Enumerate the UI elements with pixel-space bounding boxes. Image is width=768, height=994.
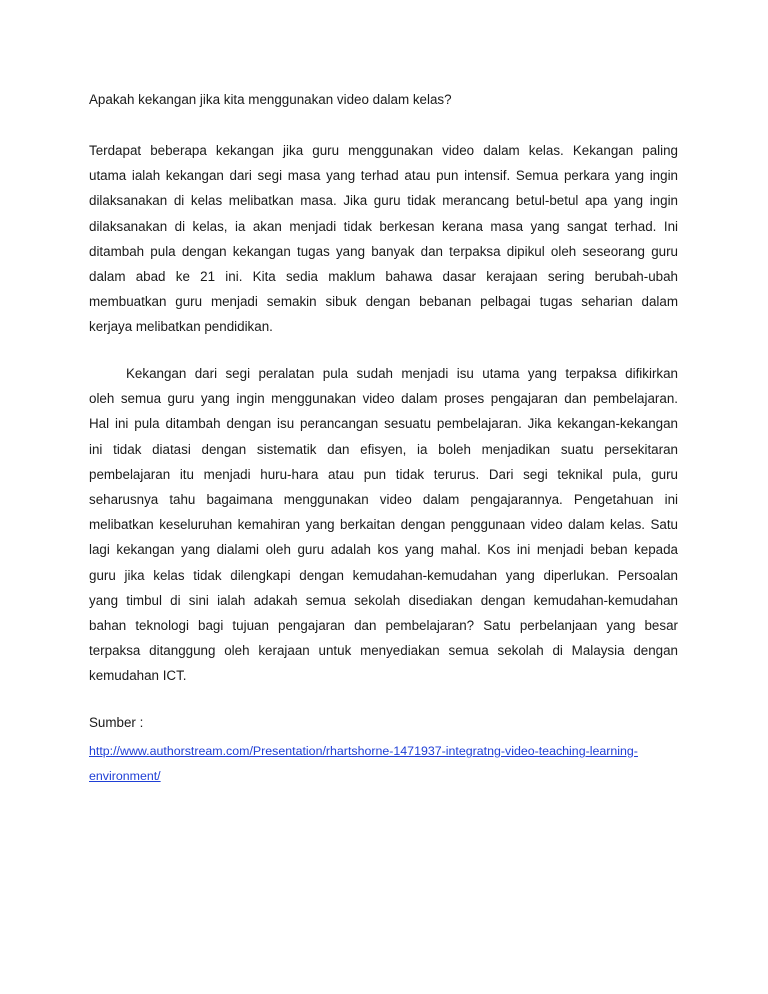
paragraph-line: membuatkan guru menjadi semakin sibuk dengan bebanan pelbagai tugas seharian dalam: [89, 294, 678, 310]
paragraph-line: dilaksanakan di kelas, ia akan menjadi tidak berkesan kerana masa yang sangat terhad. Ini: [89, 218, 678, 234]
paragraph-line: ini tidak diatasi dengan sistematik dan efisyen, ia boleh menjadikan suatu persekitaran: [89, 441, 678, 457]
paragraph-line: Hal ini pula ditambah dengan isu perancangan sesuatu pembelajaran. Jika kekangan-kekangan: [89, 416, 678, 432]
paragraph-line: pembelajaran itu menjadi huru-hara atau pun tidak terurus. Dari segi teknikal pula, guru: [89, 466, 678, 482]
paragraph-2: [89, 361, 678, 688]
question-heading: Apakah kekangan jika kita menggunakan video dalam kelas?: [89, 92, 452, 107]
paragraph-line: utama ialah kekangan dari segi masa yang terhad atau pun intensif. Semua perkara yang ingin: [89, 168, 678, 184]
paragraph-line: Terdapat beberapa kekangan jika guru menggunakan video dalam kelas. Kekangan paling: [89, 143, 678, 158]
paragraph-line: ditambah pula dengan kekangan tugas yang banyak dan terpaksa dipikul oleh seseorang guru: [89, 243, 678, 259]
paragraph-line: Kekangan dari segi peralatan pula sudah menjadi isu utama yang terpaksa difikirkan: [126, 366, 678, 381]
source-label: Sumber :: [89, 715, 144, 730]
paragraph-line: dilaksanakan di kelas melibatkan masa. Jika guru tidak merancang betul-betul apa yang ingin: [89, 193, 678, 209]
paragraph-line: seharusnya tahu bagaimana menggunakan video dalam pengajarannya. Pengetahuan ini: [89, 491, 678, 507]
source-link-line[interactable]: environment/: [89, 768, 161, 783]
paragraph-line: lagi kekangan yang dialami oleh guru adalah kos yang mahal. Kos ini menjadi beban kepada: [89, 542, 678, 558]
paragraph-line: yang timbul di sini ialah adakah semua sekolah disediakan dengan kemudahan-kemudahan: [89, 592, 678, 608]
source-link-line[interactable]: http://www.authorstream.com/Presentation/rhartshorne-1471937-integratng-video-teaching-learning-: [89, 744, 638, 758]
paragraph-line: oleh semua guru yang ingin menggunakan video dalam proses pengajaran dan pembelajaran.: [89, 391, 678, 407]
paragraph-line: dalam abad ke 21 ini. Kita sedia maklum bahawa dasar kerajaan sering berubah-ubah: [89, 268, 678, 284]
paragraph-1: [89, 138, 678, 340]
paragraph-line: kemudahan ICT.: [89, 668, 187, 684]
source-link[interactable]: [89, 739, 678, 789]
paragraph-line: terpaksa ditanggung oleh kerajaan untuk menyediakan semua sekolah di Malaysia dengan: [89, 643, 678, 659]
paragraph-line: bahan teknologi bagi tujuan pengajaran dan pembelajaran? Satu perbelanjaan yang besar: [89, 617, 678, 633]
paragraph-line: guru jika kelas tidak dilengkapi dengan kemudahan-kemudahan yang diperlukan. Persoalan: [89, 567, 678, 583]
paragraph-line: kerjaya melibatkan pendidikan.: [89, 319, 273, 335]
paragraph-line: melibatkan keseluruhan kemahiran yang berkaitan dengan penggunaan video dalam kelas. Satu: [89, 517, 678, 533]
